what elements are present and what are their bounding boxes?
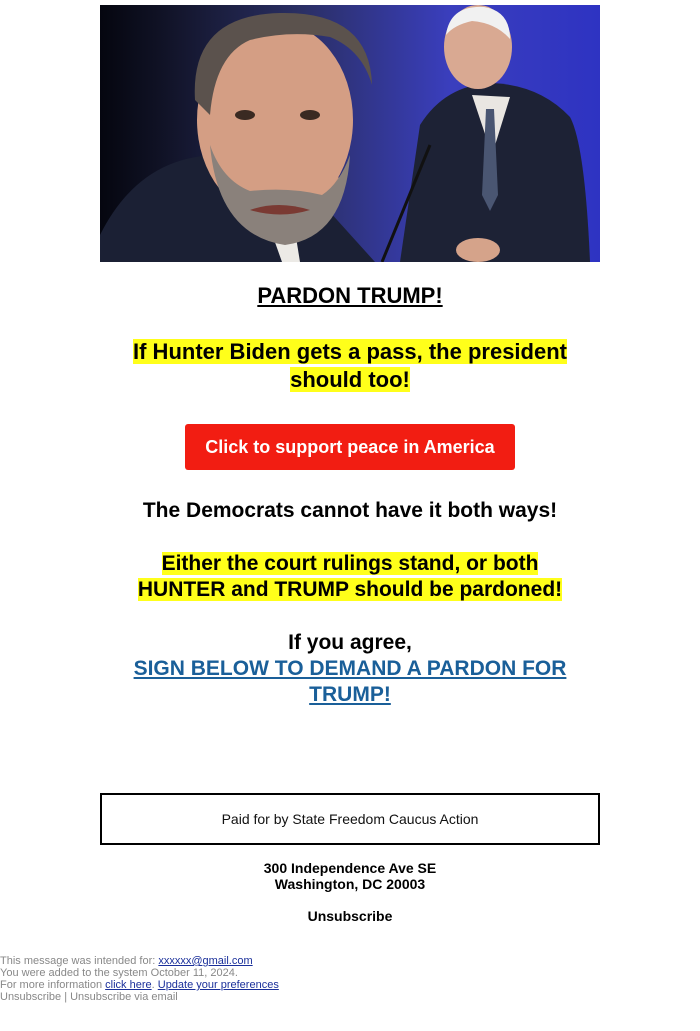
agree-text: If you agree, bbox=[288, 631, 412, 654]
address-line-1: 300 Independence Ave SE bbox=[263, 860, 437, 876]
sign-pardon-link-line-2[interactable]: TRUMP! bbox=[309, 683, 391, 706]
hero-image bbox=[100, 5, 600, 262]
more-info-prefix: For more information bbox=[0, 979, 106, 991]
court-rulings-statement bbox=[100, 551, 600, 603]
update-preferences-link[interactable]: Update your preferences bbox=[157, 979, 279, 991]
address-line-2: Washington, DC 20003 bbox=[274, 876, 426, 892]
headline-line-1: If Hunter Biden gets a pass, the president bbox=[133, 339, 567, 364]
intended-for-prefix: This message was intended for: bbox=[0, 955, 159, 967]
support-peace-button[interactable]: Click to support peace in America bbox=[185, 424, 515, 470]
separator-dot: . bbox=[151, 979, 158, 991]
court-rulings-line-1: Either the court rulings stand, or both bbox=[161, 552, 539, 575]
court-rulings-line-2: HUNTER and TRUMP should be pardoned! bbox=[137, 578, 563, 601]
unsubscribe-link[interactable]: Unsubscribe bbox=[307, 908, 393, 924]
headline-line-2: should too! bbox=[290, 367, 410, 392]
page-title: PARDON TRUMP! bbox=[257, 283, 443, 308]
hero-illustration bbox=[100, 5, 600, 262]
sign-pardon-link[interactable] bbox=[134, 657, 567, 706]
democrats-statement: The Democrats cannot have it both ways! bbox=[142, 499, 558, 522]
recipient-email-link[interactable]: xxxxxx@gmail.com bbox=[158, 955, 253, 967]
email-footer bbox=[0, 955, 279, 1003]
click-here-link[interactable]: click here bbox=[105, 979, 152, 991]
footer-unsubscribe-line[interactable]: Unsubscribe | Unsubscribe via email bbox=[0, 991, 178, 1003]
agree-block bbox=[100, 630, 600, 708]
more-info-line bbox=[0, 979, 279, 991]
added-line: You were added to the system October 11, 2024. bbox=[0, 967, 238, 979]
mailing-address bbox=[100, 860, 600, 892]
paid-for-disclaimer: Paid for by State Freedom Caucus Action bbox=[100, 793, 600, 845]
sign-pardon-link-line-1[interactable]: SIGN BELOW TO DEMAND A PARDON FOR bbox=[133, 657, 567, 680]
intended-for-line bbox=[0, 955, 279, 967]
headline bbox=[100, 338, 600, 394]
